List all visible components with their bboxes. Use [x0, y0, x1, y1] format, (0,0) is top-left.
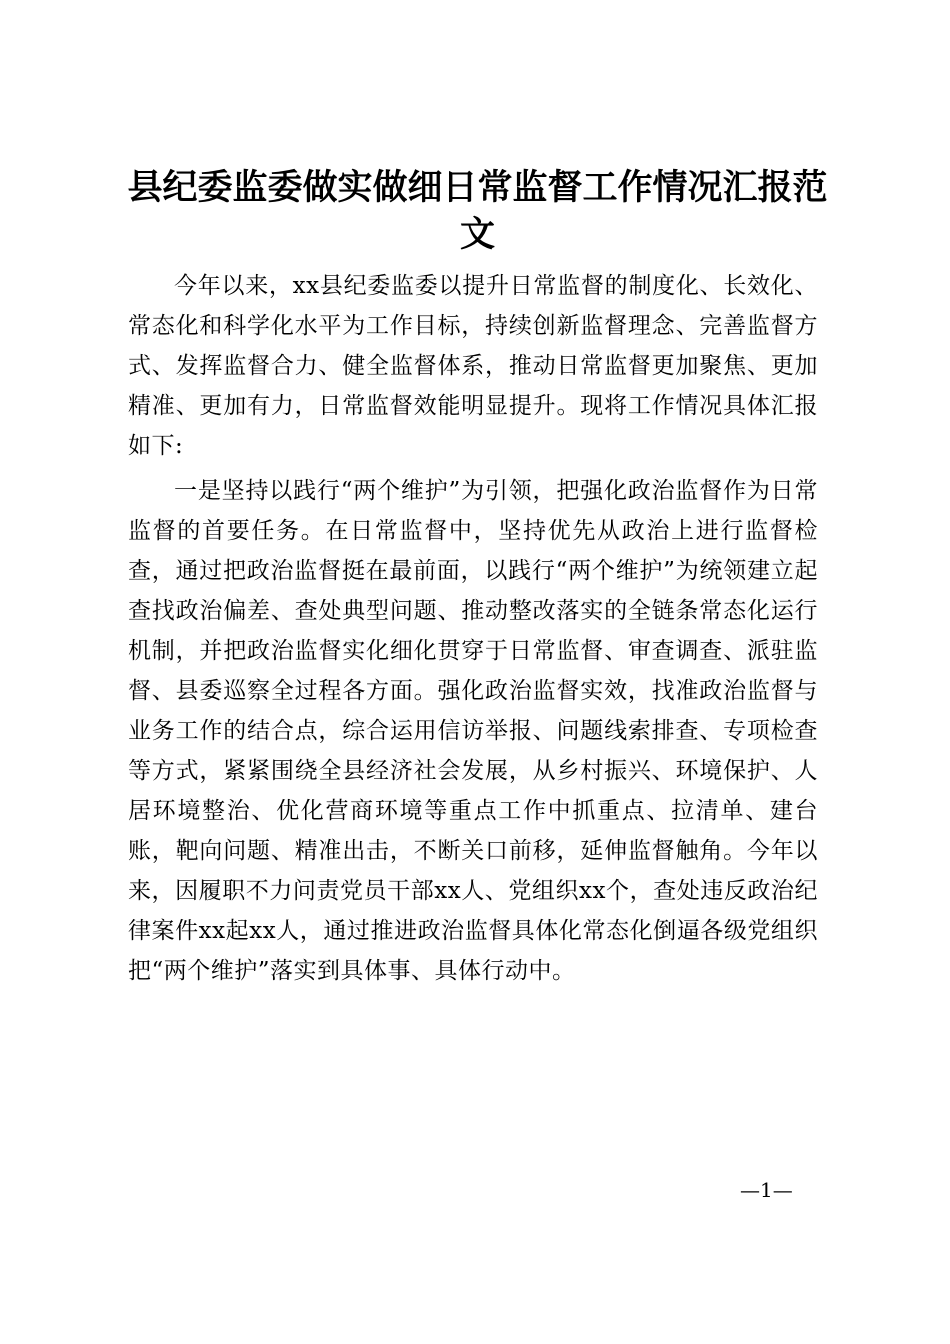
document-title: 县纪委监委做实做细日常监督工作情况汇报范文	[127, 167, 828, 255]
page-number: —1—	[740, 1178, 793, 1202]
paragraph-political-supervision: 一是坚持以践行“两个维护”为引领，把强化政治监督作为日常监督的首要任务。在日常监督中，坚持优先从政治上进行监督检查，通过把政治监督挺在最前面，以践行“两个维护”为统领建立起查找政治偏差、查处典型问题、推动整改落实的全链条常态化运行机制，并把政治监督实化细化贯穿于日常监督、审查调查、派驻监督、县委巡察全过程各方面。强化政治监督实效，找准政治监督与业务工作的结合点，综合运用信访举报、问题线索排查、专项检查等方式，紧紧围绕全县经济社会发展，从乡村振兴、环境保护、人居环境整治、优化营商环境等重点工作中抓重点、拉清单、建台账，靶向问题、精准出击，不断关口前移，延伸监督触角。今年以来，因履职不力问责党员干部xx人、党组织xx个，查处违反政治纪律案件xx起xx人，通过推进政治监督具体化常态化倒逼各级党组织把“两个维护”落实到具体事、具体行动中。	[128, 478, 818, 984]
paragraph-intro: 今年以来，xx县纪委监委以提升日常监督的制度化、长效化、常态化和科学化水平为工作目标，持续创新监督理念、完善监督方式、发挥监督合力、健全监督体系，推动日常监督更加聚焦、更加精准、更加有力，日常监督效能明显提升。现将工作情况具体汇报如下:	[128, 273, 818, 459]
document-body	[128, 266, 818, 996]
